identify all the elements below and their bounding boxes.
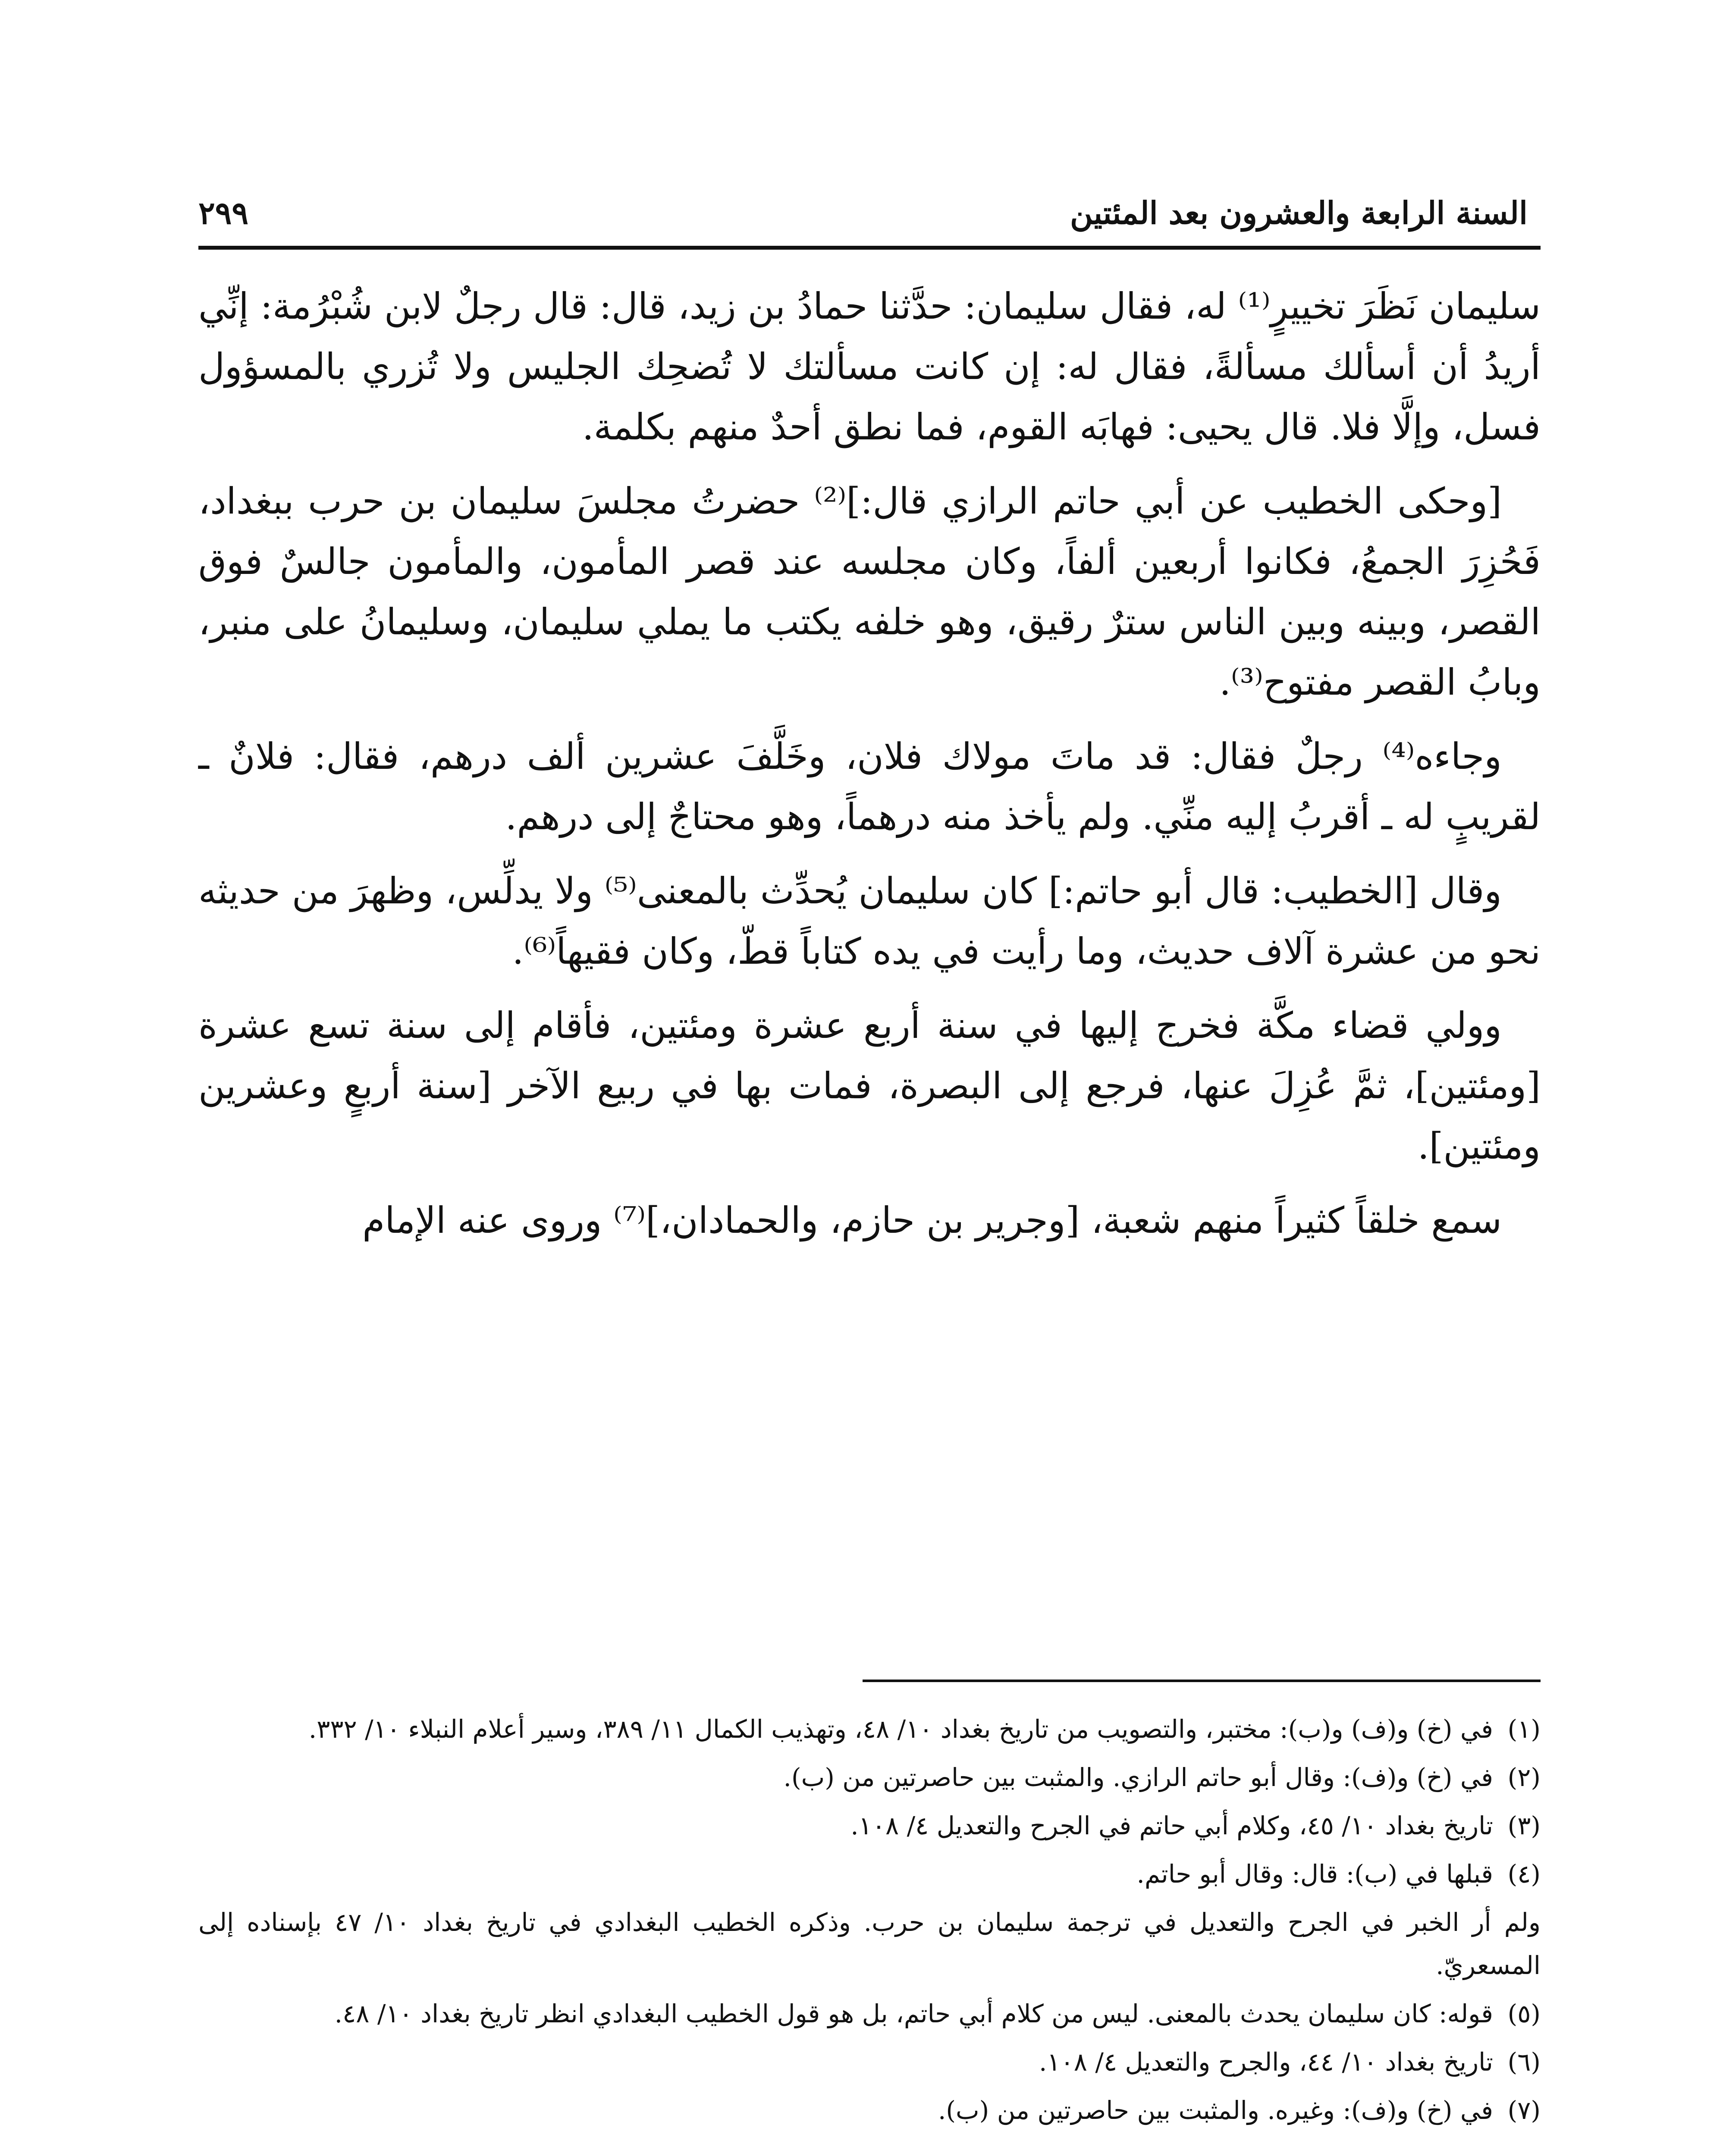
footnote-text: ولم أر الخبر في الجرح والتعديل في ترجمة سليمان بن حرب. وذكره الخطيب البغدادي في تاريخ بغداد ١٠/ ٤٧ بإسناده إلى المسعريّ. [198, 1908, 1541, 1980]
footnote [198, 2089, 1541, 2132]
footnote-number: (٤) [1507, 1859, 1541, 1889]
running-title: السنة الرابعة والعشرون بعد المئتين [1070, 194, 1528, 231]
footnote [198, 1708, 1541, 1751]
footnote-number: (٣) [1507, 1811, 1541, 1840]
paragraph: وجاءه⁽⁴⁾ رجلٌ فقال: قد ماتَ مولاك فلان، وخَلَّفَ عشرين ألف درهم، فقال: فلانٌ ـ لقريبٍ له ـ أقربُ إليه منِّي. ولم يأخذ منه درهماً، وهو محتاجٌ إلى درهم. [198, 735, 1541, 838]
footnote-number: (٢) [1507, 1763, 1541, 1792]
footnote-text: في (خ) و(ف): وغيره. والمثبت بين حاصرتين من (ب). [938, 2096, 1493, 2125]
footnote-rule [863, 1680, 1541, 1682]
footnote-continuation [198, 1901, 1541, 1987]
paragraph: وقال [الخطيب: قال أبو حاتم:] كان سليمان يُحدِّث بالمعنى⁽⁵⁾ ولا يدلِّس، وظهرَ من حديثه نحو من عشرة آلاف حديث، وما رأيت في يده كتاباً قطّ، وكان فقيهاً⁽⁶⁾. [198, 870, 1541, 972]
page-number: ٢٩٩ [198, 194, 249, 231]
footnote-number: (٧) [1507, 2096, 1541, 2125]
footnote [198, 1992, 1541, 2035]
footnote-number: (٥) [1507, 1999, 1541, 2028]
footnote [198, 2040, 1541, 2084]
footnote-text: تاريخ بغداد ١٠/ ٤٥، وكلام أبي حاتم في الجرح والتعديل ٤/ ١٠٨. [850, 1811, 1493, 1840]
footnote-text: قبلها في (ب): قال: وقال أبو حاتم. [1136, 1859, 1493, 1889]
main-text [198, 276, 1541, 1264]
page-header [198, 164, 1528, 229]
footnotes [198, 1708, 1541, 2137]
footnote-text: في (خ) و(ف): وقال أبو حاتم الرازي. والمثبت بين حاصرتين من (ب). [783, 1763, 1493, 1792]
header-rule [198, 246, 1541, 250]
footnote [198, 1804, 1541, 1847]
paragraph: وولي قضاء مكَّة فخرج إليها في سنة أربع عشرة ومئتين، فأقام إلى سنة تسع عشرة [ومئتين]، ثمَّ عُزِلَ عنها، فرجع إلى البصرة، فمات بها في ربيع الآخر [سنة أربعٍ وعشرين ومئتين]. [198, 1004, 1541, 1167]
paragraph: سمع خلقاً كثيراً منهم شعبة، [وجرير بن حازم، والحمادان،]⁽⁷⁾ وروى عنه الإمام [362, 1199, 1502, 1241]
footnote [198, 1756, 1541, 1799]
footnote-text: تاريخ بغداد ١٠/ ٤٤، والجرح والتعديل ٤/ ١٠٨. [1039, 2047, 1493, 2077]
footnote-text: قوله: كان سليمان يحدث بالمعنى. ليس من كلام أبي حاتم، بل هو قول الخطيب البغدادي انظر تاريخ بغداد ١٠/ ٤٨. [334, 1999, 1493, 2028]
paragraph: سليمان نَظَرَ تخييرٍ⁽¹⁾ له، فقال سليمان: حدَّثنا حمادُ بن زيد، قال: قال رجلٌ لابن شُبْرُمة: إنِّي أريدُ أن أسألك مسألةً، فقال له: إن كانت مسألتك لا تُضحِك الجليس ولا تُزري بالمسؤول فسل، وإلَّا فلا. قال يحيى: فهابَه القوم، فما نطق أحدٌ منهم بكلمة. [198, 285, 1541, 448]
footnote-number: (٦) [1507, 2047, 1541, 2077]
footnote-number: (١) [1507, 1714, 1541, 1744]
footnote [198, 1852, 1541, 1896]
footnote-text: في (خ) و(ف) و(ب): مختبر، والتصويب من تاريخ بغداد ١٠/ ٤٨، وتهذيب الكمال ١١/ ٣٨٩، وسير أعلام النبلاء ١٠/ ٣٣٢. [308, 1714, 1493, 1744]
paragraph: [وحكى الخطيب عن أبي حاتم الرازي قال:]⁽²⁾ حضرتُ مجلسَ سليمان بن حرب ببغداد، فَحُزِرَ الجمعُ، فكانوا أربعين ألفاً، وكان مجلسه عند قصر المأمون، والمأمون جالسٌ فوق القصر، وبينه وبين الناس سترٌ رقيق، وهو خلفه يكتب ما يملي سليمان، وسليمانُ على منبر، وبابُ القصر مفتوح⁽³⁾. [198, 480, 1541, 703]
